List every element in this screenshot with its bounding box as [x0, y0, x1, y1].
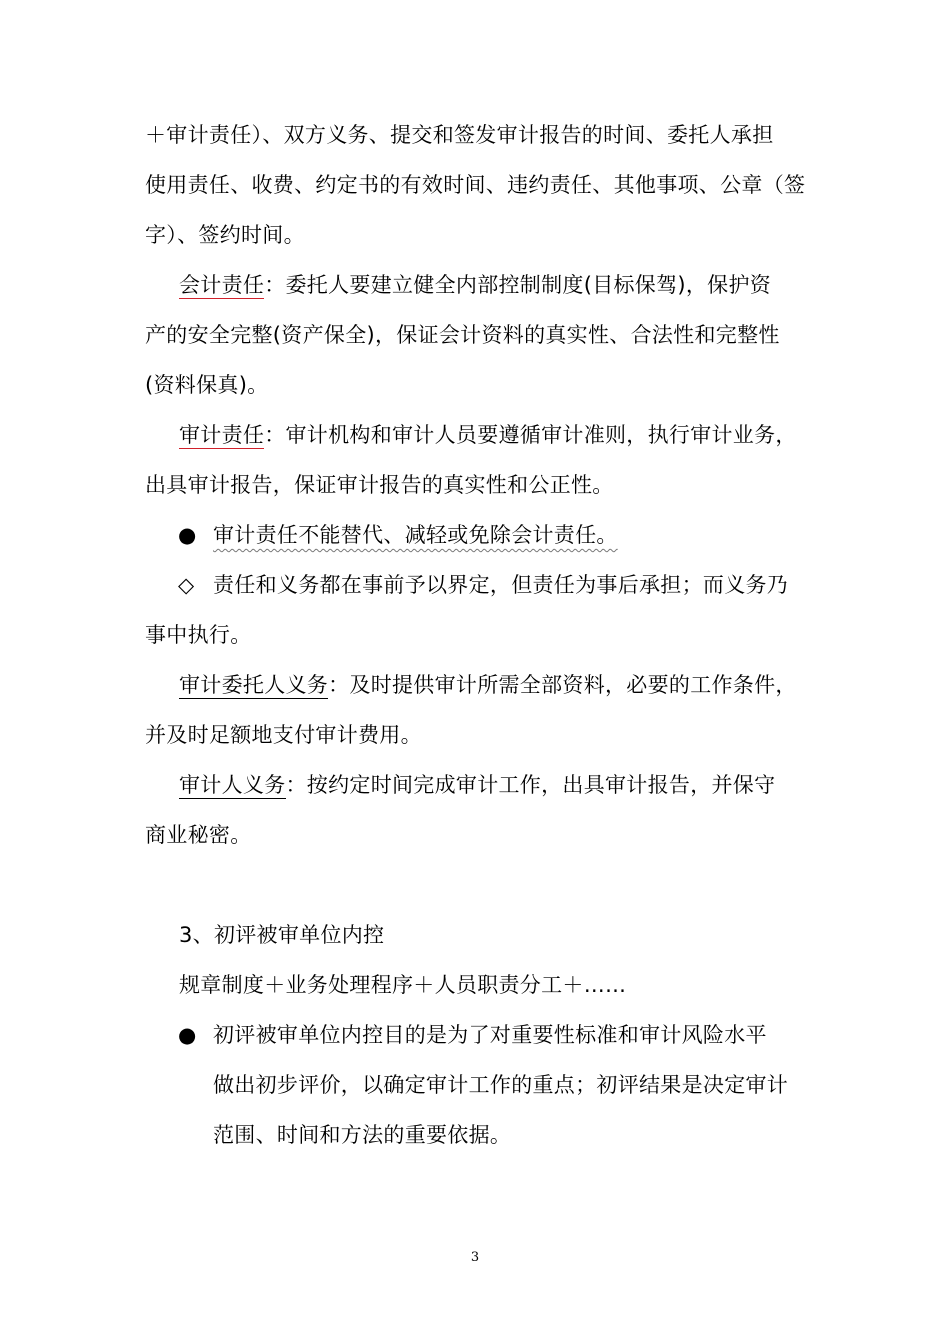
- para-text-line: 使用责任、收费、约定书的有效时间、违约责任、其他事项、公章（签: [145, 173, 806, 197]
- bullet-text-line: 初评被审单位内控目的是为了对重要性标准和审计风险水平: [213, 1023, 767, 1047]
- para-text-line: 事中执行。: [145, 623, 252, 647]
- bullet-text-line: 做出初步评价，以确定审计工作的重点；初评结果是决定审计: [213, 1073, 789, 1097]
- para-text: ：审计机构和审计人员要遵循审计准则，执行审计业务，: [264, 423, 797, 447]
- para-text-line: 商业秘密。: [145, 823, 252, 847]
- client-duty-para: [179, 670, 797, 700]
- audit-responsibility-para: [179, 420, 797, 450]
- para-text: ：及时提供审计所需全部资料，必要的工作条件，: [328, 673, 797, 697]
- bullet-text-line: 范围、时间和方法的重要依据。: [213, 1123, 512, 1147]
- para-text-line: ＋审计责任）、双方义务、提交和签发审计报告的时间、委托人承担: [145, 123, 774, 147]
- para-text-line: 出具审计报告，保证审计报告的真实性和公正性。: [145, 473, 614, 497]
- auditor-duty-term: 审计人义务: [179, 773, 286, 797]
- page-number: 3: [470, 1250, 480, 1265]
- para-text-line: 责任和义务都在事前予以界定，但责任为事后承担；而义务乃: [213, 573, 789, 597]
- para-text-line: 并及时足额地支付审计费用。: [145, 723, 422, 747]
- wavy-underlined-text: 审计责任不能替代、减轻或免除会计责任。: [213, 523, 618, 547]
- bullet-icon: ●: [178, 1023, 197, 1047]
- client-duty-term: 审计委托人义务: [179, 673, 329, 697]
- accounting-responsibility-term: 会计责任: [179, 273, 265, 297]
- audit-responsibility-term: 审计责任: [179, 423, 265, 447]
- para-text-line: 产的安全完整(资产保全)，保证会计资料的真实性、合法性和完整性: [145, 323, 780, 347]
- para-text: ：委托人要建立健全内部控制制度(目标保驾)，保护资: [264, 273, 772, 297]
- bullet-icon: ●: [178, 523, 197, 547]
- diamond-icon: ◇: [178, 573, 195, 597]
- accounting-responsibility-para: [179, 270, 771, 300]
- auditor-duty-para: [179, 770, 775, 800]
- para-text: ：按约定时间完成审计工作，出具审计报告，并保守: [285, 773, 776, 797]
- section-heading: 3、初评被审单位内控: [179, 923, 385, 947]
- formula-line: 规章制度＋业务处理程序＋人员职责分工＋……: [179, 973, 627, 997]
- bullet-text: [213, 520, 618, 550]
- para-text-line: 字）、签约时间。: [145, 223, 305, 247]
- para-text-line: (资料保真)。: [145, 373, 269, 397]
